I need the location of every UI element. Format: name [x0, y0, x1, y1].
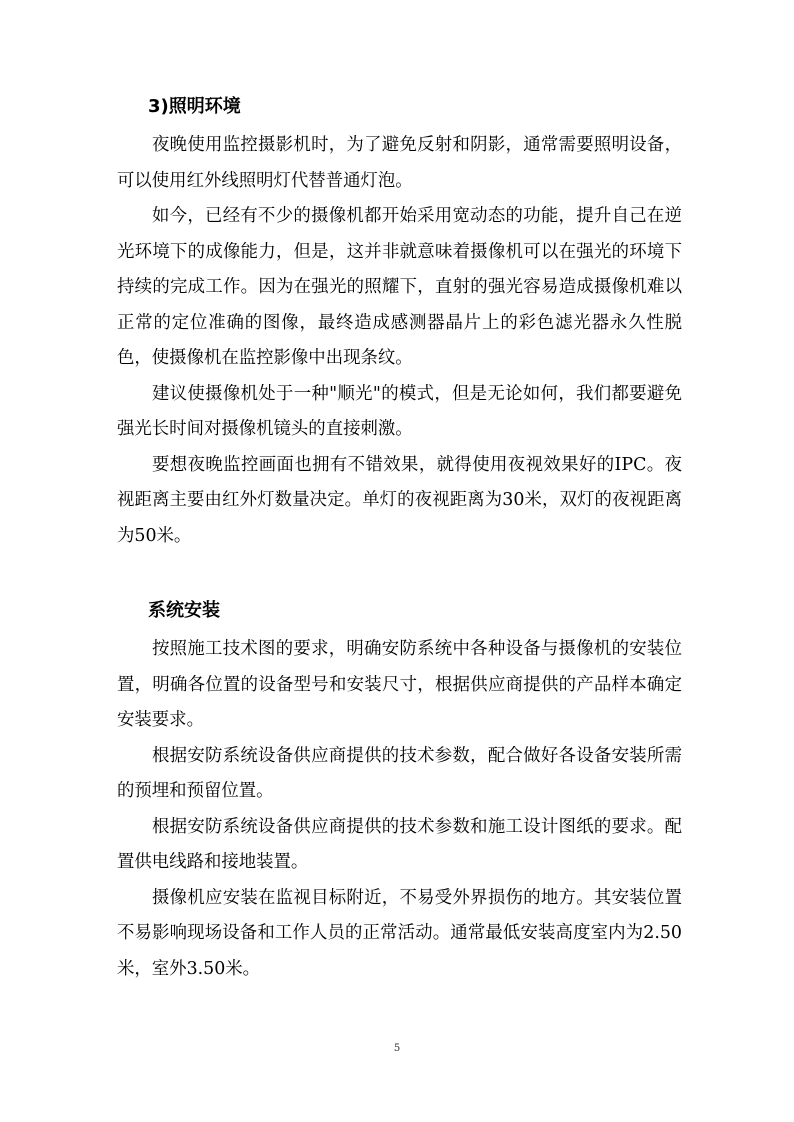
paragraph: 根据安防系统设备供应商提供的技术参数，配合做好各设备安装所需的预埋和预留位置。 [117, 745, 682, 801]
paragraph: 按照施工技术图的要求，明确安防系统中各种设备与摄像机的安装位置，明确各位置的设备型号和安装尺寸，根据供应商提供的产品样本确定安装要求。 [117, 639, 682, 730]
paragraph: 要想夜晚监控画面也拥有不错效果，就得使用夜视效果好的IPC。夜视距离主要由红外灯数量决定。单灯的夜视距离为30米，双灯的夜视距离为50米。 [117, 454, 682, 546]
paragraph: 建议使摄像机处于一种"顺光"的模式，但是无论如何，我们都要避免强光长时间对摄像机镜头的直接刺激。 [117, 383, 682, 439]
section-heading: 系统安装 [148, 600, 220, 621]
paragraph: 摄像机应安装在监视目标附近，不易受外界损伤的地方。其安装位置不易影响现场设备和工作人员的正常活动。通常最低安装高度室内为2.50米，室外3.50米。 [117, 887, 682, 979]
section-heading: 3)照明环境 [148, 96, 241, 117]
paragraph: 如今，已经有不少的摄像机都开始采用宽动态的功能，提升自己在逆光环境下的成像能力，但是，这并非就意味着摄像机可以在强光的环境下持续的完成工作。因为在强光的照耀下，直射的强光容易造成摄像机难以正常的定位准确的图像，最终造成感测器晶片上的彩色滤光器永久性脱色，使摄像机在监控影像中出现条纹。 [117, 206, 682, 368]
paragraph: 夜晚使用监控摄影机时，为了避免反射和阴影，通常需要照明设备，可以使用红外线照明灯代替普通灯泡。 [117, 135, 682, 191]
section-lighting-environment [117, 86, 682, 554]
section-spacer [117, 554, 682, 590]
section-system-installation [117, 590, 682, 987]
paragraph: 根据安防系统设备供应商提供的技术参数和施工设计图纸的要求。配置供电线路和接地装置。 [117, 816, 682, 872]
page-content [117, 86, 682, 987]
page-number: 5 [393, 1043, 401, 1054]
